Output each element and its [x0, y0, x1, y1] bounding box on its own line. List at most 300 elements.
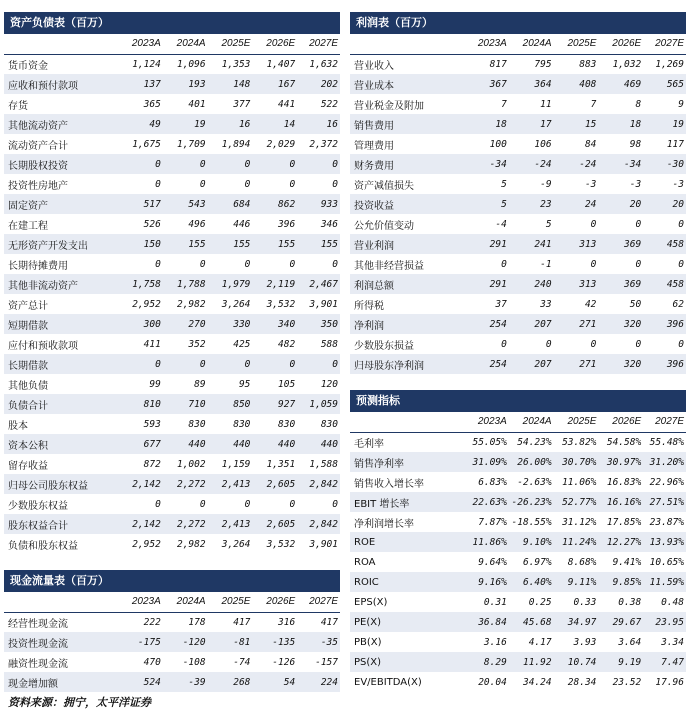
cell-value: 24: [552, 194, 597, 214]
cell-value: 27.51%: [641, 492, 686, 512]
cell-value: 7.47: [641, 652, 686, 672]
cell-value: 933: [295, 194, 340, 214]
cell-value: 18: [596, 114, 641, 134]
cell-value: 470: [143, 656, 161, 668]
cell-value: 458: [641, 274, 686, 294]
table-row: [4, 612, 340, 632]
cell-value: 8.29: [462, 652, 507, 672]
cell-value: 23.87%: [649, 516, 684, 528]
cell-value: 9.11%: [552, 572, 597, 592]
row-label: 其他流动资产: [4, 114, 116, 134]
cell-value: -175: [116, 632, 161, 652]
row-label: 归母股东净利润: [350, 354, 462, 374]
cell-value: 6.40%: [507, 572, 552, 592]
cell-value: 588: [320, 338, 338, 350]
column-header: 2026E: [596, 412, 641, 432]
row-label: 股本: [8, 420, 28, 432]
table-header-row: [350, 34, 686, 54]
table-row: [4, 514, 340, 534]
row-label: 长期借款: [4, 354, 116, 374]
balance-sheet-panel: [4, 12, 340, 554]
cell-value: 526: [143, 218, 161, 230]
cell-value: 0: [116, 354, 161, 374]
column-header: 2026E: [596, 34, 641, 54]
cell-value: 117: [666, 138, 684, 150]
cell-value: 817: [489, 58, 507, 70]
cell-value: 271: [552, 354, 597, 374]
cell-value: 241: [507, 234, 552, 254]
row-label: PB(X): [354, 636, 382, 648]
table-row: [350, 134, 686, 154]
cell-value: 7.87%: [478, 516, 507, 528]
table-row: [350, 74, 686, 94]
column-header: 2025E: [552, 34, 597, 54]
cell-value: 2,982: [176, 538, 206, 550]
column-header: 2027E: [641, 34, 686, 54]
cell-value: -157: [315, 656, 338, 668]
cell-value: 0: [199, 258, 206, 270]
cell-value: 517: [116, 194, 161, 214]
cell-value: 16: [206, 114, 251, 134]
row-label: 营业利润: [350, 234, 462, 254]
cell-value: 12.27%: [596, 532, 641, 552]
cell-value: 365: [143, 98, 161, 110]
cell-value: 440: [250, 434, 295, 454]
cell-value: 55.48%: [649, 436, 684, 448]
cash-flow-title: 现金流量表（百万）: [4, 570, 340, 592]
column-header: 2027E: [641, 412, 686, 432]
cell-value: 6.83%: [478, 476, 507, 488]
table-row: [350, 354, 686, 374]
table-row: [4, 174, 340, 194]
cell-value: 0: [289, 258, 296, 270]
cell-value: 49: [116, 114, 161, 134]
table-row: [4, 672, 340, 692]
cell-value: 8.68%: [567, 556, 597, 568]
cell-value: 543: [161, 194, 206, 214]
cell-value: 17.96: [655, 676, 684, 688]
cell-value: 11.92: [507, 652, 552, 672]
cell-value: 23.95: [641, 612, 686, 632]
table-row: [350, 234, 686, 254]
column-header: 2024A: [507, 412, 552, 432]
cell-value: 0: [332, 178, 338, 190]
cell-value: 14: [250, 114, 295, 134]
cell-value: 1,124: [132, 58, 161, 70]
header-blank: [350, 34, 462, 54]
cell-value: 1,351: [266, 458, 296, 470]
row-label: 留存收益: [8, 460, 48, 472]
cell-value: 677: [116, 434, 161, 454]
forecast-panel: [350, 390, 686, 692]
cell-value: 155: [250, 234, 295, 254]
cell-value: 31.12%: [562, 516, 597, 528]
cell-value: 0: [590, 258, 597, 270]
cell-value: 0: [244, 178, 251, 190]
table-row: [350, 334, 686, 354]
table-row: [4, 354, 340, 374]
cell-value: 684: [206, 194, 251, 214]
cell-value: 425: [233, 338, 251, 350]
cell-value: 316: [278, 616, 296, 628]
cell-value: 30.97%: [596, 452, 641, 472]
row-label: 存货: [8, 100, 28, 112]
row-label: 短期借款: [4, 314, 116, 334]
row-label: 所得税: [354, 300, 384, 312]
cell-value: 0: [155, 178, 161, 190]
row-label: 销售费用: [350, 114, 462, 134]
cell-value: 26.00%: [507, 452, 552, 472]
cell-value: 268: [206, 672, 251, 692]
cell-value: 45.68: [507, 612, 552, 632]
cell-value: 458: [641, 234, 686, 254]
cell-value: -2.63%: [517, 476, 552, 488]
cell-value: 0: [295, 154, 340, 174]
cell-value: 2,272: [161, 514, 206, 534]
row-label: 销售净利率: [350, 452, 462, 472]
cell-value: -3: [629, 178, 642, 190]
cell-value: 1,059: [295, 394, 340, 414]
cell-value: 2,605: [250, 474, 295, 494]
column-header: 2023A: [116, 34, 161, 54]
cell-value: 0: [678, 258, 684, 270]
cell-value: -34: [596, 154, 641, 174]
cell-value: 1,758: [116, 274, 161, 294]
cell-value: 0: [155, 498, 161, 510]
cell-value: 522: [320, 98, 338, 110]
row-label: 负债合计: [4, 394, 116, 414]
row-label: 长期股权投资: [4, 154, 116, 174]
cell-value: 810: [116, 394, 161, 414]
cell-value: 0: [501, 338, 507, 350]
cell-value: 0.33: [573, 596, 597, 608]
cell-value: 0: [635, 258, 642, 270]
cell-value: 29.67: [596, 612, 641, 632]
cell-value: 98: [629, 138, 642, 150]
table-row: [350, 652, 686, 672]
table-row: [350, 612, 686, 632]
cell-value: -81: [206, 632, 251, 652]
cell-value: 0: [199, 178, 206, 190]
row-label: 投资收益: [350, 194, 462, 214]
row-label: 利润总额: [350, 274, 462, 294]
row-label: 毛利率: [354, 438, 384, 450]
row-label: PS(X): [350, 652, 462, 672]
cell-value: 377: [233, 98, 251, 110]
cell-value: -9: [540, 178, 552, 190]
cell-value: 1,709: [176, 138, 206, 150]
row-label: EPS(X): [354, 596, 388, 608]
table-row: [350, 214, 686, 234]
cell-value: 105: [278, 378, 296, 390]
cell-value: 408: [552, 74, 597, 94]
cell-value: 16.83%: [606, 476, 642, 488]
cell-value: 31.20%: [641, 452, 686, 472]
cell-value: 5: [462, 194, 507, 214]
cell-value: 50: [629, 298, 642, 310]
cell-value: 1,675: [132, 138, 161, 150]
row-label: 投资性现金流: [4, 632, 116, 652]
row-label: 融资性现金流: [8, 658, 68, 670]
column-header: 2026E: [250, 34, 295, 54]
cell-value: 28.34: [567, 676, 597, 688]
cell-value: 9.10%: [507, 532, 552, 552]
cell-value: 364: [507, 74, 552, 94]
cell-value: 440: [161, 434, 206, 454]
cell-value: 5: [501, 178, 507, 190]
cell-value: 2,119: [250, 274, 295, 294]
cell-value: 37: [495, 298, 507, 310]
cell-value: 100: [489, 138, 507, 150]
cell-value: 240: [507, 274, 552, 294]
cell-value: 2,142: [116, 474, 161, 494]
row-label: ROA: [354, 556, 376, 568]
table-row: [350, 452, 686, 472]
income-statement-table: [350, 34, 686, 374]
cell-value: -120: [161, 632, 206, 652]
cell-value: 524: [116, 672, 161, 692]
cell-value: 0: [116, 154, 161, 174]
table-row: [350, 94, 686, 114]
cell-value: -26.23%: [507, 492, 552, 512]
cell-value: 1,269: [655, 58, 684, 70]
cell-value: 3.16: [483, 636, 507, 648]
cell-value: 2,372: [309, 138, 338, 150]
cell-value: 53.82%: [562, 436, 597, 448]
cell-value: 167: [250, 74, 295, 94]
cell-value: 270: [161, 314, 206, 334]
row-label: 财务费用: [350, 154, 462, 174]
row-label: ROE: [350, 532, 462, 552]
cell-value: 0: [635, 218, 642, 230]
cell-value: -74: [233, 656, 251, 668]
cell-value: 10.74: [552, 652, 597, 672]
cell-value: 22.96%: [649, 476, 684, 488]
row-label: 销售收入增长率: [354, 478, 424, 490]
cell-value: 7: [590, 98, 597, 110]
column-header: 2024A: [161, 592, 206, 612]
cell-value: 137: [116, 74, 161, 94]
cell-value: 1,588: [309, 458, 338, 470]
cell-value: 11.06%: [562, 476, 597, 488]
row-label: 管理费用: [354, 140, 394, 152]
cell-value: 411: [143, 338, 161, 350]
table-row: [4, 454, 340, 474]
table-row: [350, 672, 686, 692]
header-blank: [4, 34, 116, 54]
column-header: 2024A: [161, 34, 206, 54]
cell-value: 89: [194, 378, 206, 390]
cell-value: 207: [507, 354, 552, 374]
table-row: [4, 334, 340, 354]
table-row: [4, 94, 340, 114]
cell-value: -24: [507, 154, 552, 174]
table-row: [350, 552, 686, 572]
cell-value: 19: [641, 114, 686, 134]
cell-value: 11.24%: [552, 532, 597, 552]
cell-value: 222: [143, 616, 161, 628]
row-label: 应收和预付款项: [4, 74, 116, 94]
cell-value: 54.23%: [517, 436, 552, 448]
cell-value: 207: [507, 314, 552, 334]
cell-value: 0: [501, 258, 507, 270]
table-row: [4, 114, 340, 134]
row-label: 资本公积: [4, 434, 116, 454]
cell-value: 52.77%: [552, 492, 597, 512]
cell-value: 23: [507, 194, 552, 214]
table-row: [4, 434, 340, 454]
table-row: [350, 472, 686, 492]
row-label: 少数股东损益: [354, 340, 414, 352]
cell-value: 34.97: [552, 612, 597, 632]
column-header: 2024A: [507, 34, 552, 54]
cell-value: 862: [250, 194, 295, 214]
table-row: [350, 174, 686, 194]
cell-value: 2,982: [176, 298, 206, 310]
cell-value: 0: [295, 354, 340, 374]
cell-value: 34.24: [522, 676, 552, 688]
cell-value: 202: [295, 74, 340, 94]
cell-value: 3,264: [221, 298, 251, 310]
cell-value: -39: [161, 672, 206, 692]
cell-value: 3,532: [266, 538, 296, 550]
cell-value: 0: [289, 178, 296, 190]
cell-value: 369: [596, 234, 641, 254]
forecast-table: [350, 412, 686, 692]
row-label: 营业收入: [354, 60, 394, 72]
cell-value: 0: [545, 338, 552, 350]
cell-value: 0: [161, 354, 206, 374]
cell-value: 254: [462, 314, 507, 334]
table-row: [350, 632, 686, 652]
header-blank: [4, 592, 116, 612]
cell-value: 565: [641, 74, 686, 94]
table-row: [350, 432, 686, 452]
cell-value: 99: [149, 378, 161, 390]
cell-value: -24: [552, 154, 597, 174]
cell-value: 9.16%: [462, 572, 507, 592]
cell-value: 23.52: [612, 676, 642, 688]
table-row: [350, 254, 686, 274]
row-label: 流动资产合计: [8, 140, 68, 152]
table-row: [350, 294, 686, 314]
cell-value: 155: [161, 234, 206, 254]
cell-value: 1,632: [309, 58, 338, 70]
cell-value: 1,979: [206, 274, 251, 294]
cell-value: -4: [495, 218, 507, 230]
cell-value: 271: [552, 314, 597, 334]
cell-value: 1,353: [221, 58, 251, 70]
cell-value: 17: [507, 114, 552, 134]
table-row: [4, 134, 340, 154]
cell-value: 2,605: [250, 514, 295, 534]
table-row: [350, 572, 686, 592]
cell-value: 330: [206, 314, 251, 334]
cell-value: 1,894: [221, 138, 251, 150]
cell-value: 830: [320, 418, 338, 430]
cell-value: 16: [295, 114, 340, 134]
table-row: [350, 154, 686, 174]
cell-value: 20.04: [478, 676, 507, 688]
table-row: [4, 534, 340, 554]
cell-value: 396: [641, 314, 686, 334]
table-row: [350, 492, 686, 512]
cell-value: 0: [332, 498, 338, 510]
cell-value: 3,264: [221, 538, 251, 550]
cell-value: -108: [182, 656, 206, 668]
cell-value: 30.70%: [552, 452, 597, 472]
table-row: [4, 314, 340, 334]
table-row: [4, 414, 340, 434]
table-row: [4, 632, 340, 652]
cell-value: 2,952: [132, 538, 161, 550]
cell-value: 0: [289, 498, 296, 510]
cell-value: -126: [272, 656, 296, 668]
cell-value: 350: [295, 314, 340, 334]
cell-value: 3,901: [309, 298, 338, 310]
cell-value: 148: [206, 74, 251, 94]
row-label: 应付和预收款项: [8, 340, 78, 352]
cell-value: 0: [250, 354, 295, 374]
row-label: 投资性房地产: [8, 180, 68, 192]
cell-value: 927: [250, 394, 295, 414]
cell-value: 36.84: [462, 612, 507, 632]
cell-value: -3: [584, 178, 597, 190]
cell-value: 2,842: [295, 474, 340, 494]
row-label: 营业成本: [350, 74, 462, 94]
cell-value: 0: [250, 154, 295, 174]
table-row: [4, 474, 340, 494]
table-row: [4, 274, 340, 294]
cell-value: 0: [161, 154, 206, 174]
cell-value: 55.05%: [472, 436, 507, 448]
cell-value: 17.85%: [606, 516, 642, 528]
cell-value: 440: [295, 434, 340, 454]
cell-value: 2,952: [132, 298, 161, 310]
cell-value: 883: [579, 58, 597, 70]
cell-value: 320: [596, 354, 641, 374]
column-header: 2023A: [462, 412, 507, 432]
table-row: [350, 592, 686, 612]
column-header: 2023A: [462, 34, 507, 54]
cell-value: 193: [161, 74, 206, 94]
cell-value: 2,272: [161, 474, 206, 494]
table-row: [4, 254, 340, 274]
cell-value: 6.97%: [522, 556, 552, 568]
cell-value: 396: [278, 218, 296, 230]
column-header: 2026E: [250, 592, 295, 612]
cell-value: 1,407: [266, 58, 296, 70]
cell-value: 16.16%: [596, 492, 641, 512]
cell-value: 313: [552, 274, 597, 294]
cell-value: 3,532: [266, 298, 296, 310]
cell-value: 0: [678, 338, 684, 350]
cell-value: 2,413: [206, 514, 251, 534]
cell-value: -30: [641, 154, 686, 174]
cell-value: 5: [545, 218, 552, 230]
cell-value: 9.64%: [478, 556, 507, 568]
row-label: 营业税金及附加: [354, 100, 424, 112]
table-header-row: [4, 34, 340, 54]
table-row: [4, 374, 340, 394]
cell-value: 0.48: [661, 596, 684, 608]
cell-value: -1: [540, 258, 552, 270]
cell-value: 593: [143, 418, 161, 430]
cell-value: 0: [155, 258, 161, 270]
cell-value: 352: [188, 338, 206, 350]
cell-value: 291: [462, 274, 507, 294]
cell-value: 19: [161, 114, 206, 134]
